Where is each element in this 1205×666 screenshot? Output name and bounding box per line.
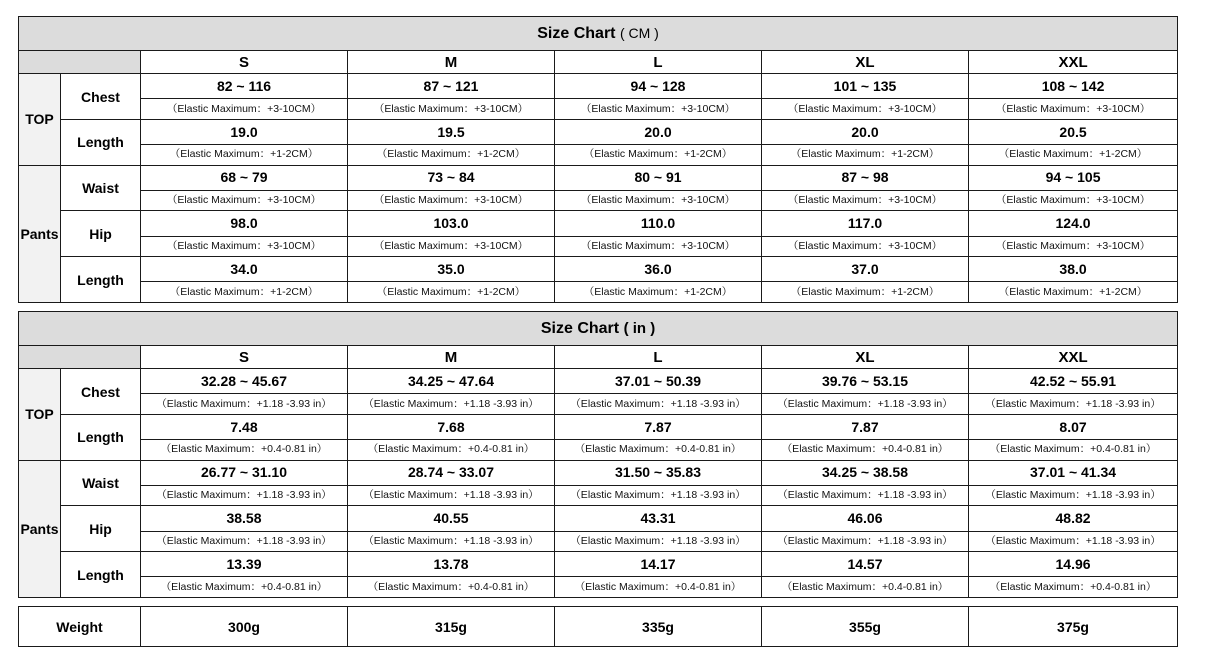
measurement-value: 87 ~ 121 xyxy=(348,74,555,99)
elastic-note: （Elastic Maximum：+1.18 -3.93 in） xyxy=(141,531,348,552)
elastic-note: （Elastic Maximum：+0.4-0.81 in） xyxy=(762,577,969,598)
elastic-note: （Elastic Maximum：+1-2CM） xyxy=(762,282,969,303)
measurement-value: 98.0 xyxy=(141,211,348,236)
group-label-top: TOP xyxy=(19,74,61,165)
measurement-label: Hip xyxy=(61,506,141,552)
measurement-value: 38.58 xyxy=(141,506,348,531)
measurement-value: 48.82 xyxy=(969,506,1178,531)
measurement-value: 20.5 xyxy=(969,119,1178,144)
measurement-value: 35.0 xyxy=(348,257,555,282)
size-chart-cm-table xyxy=(18,16,1178,303)
elastic-note: （Elastic Maximum：+3-10CM） xyxy=(969,236,1178,257)
measurement-value: 7.68 xyxy=(348,414,555,439)
measurement-value: 94 ~ 105 xyxy=(969,165,1178,190)
measurement-value: 80 ~ 91 xyxy=(555,165,762,190)
measurement-value: 124.0 xyxy=(969,211,1178,236)
size-header-xl: XL xyxy=(762,346,969,369)
elastic-note: （Elastic Maximum：+3-10CM） xyxy=(762,99,969,120)
weight-label: Weight xyxy=(19,607,141,647)
measurement-value: 117.0 xyxy=(762,211,969,236)
elastic-note: （Elastic Maximum：+1-2CM） xyxy=(141,145,348,166)
measurement-value: 37.01 ~ 41.34 xyxy=(969,460,1178,485)
measurement-value: 31.50 ~ 35.83 xyxy=(555,460,762,485)
measurement-value: 14.96 xyxy=(969,552,1178,577)
measurement-value: 46.06 xyxy=(762,506,969,531)
elastic-note: （Elastic Maximum：+0.4-0.81 in） xyxy=(348,577,555,598)
elastic-note: （Elastic Maximum：+3-10CM） xyxy=(348,190,555,211)
measurement-value: 7.87 xyxy=(555,414,762,439)
measurement-value: 73 ~ 84 xyxy=(348,165,555,190)
elastic-note: （Elastic Maximum：+1.18 -3.93 in） xyxy=(141,485,348,506)
measurement-label: Chest xyxy=(61,369,141,415)
group-label-pants: Pants xyxy=(19,165,61,302)
measurement-value: 42.52 ~ 55.91 xyxy=(969,369,1178,394)
chart-unit: ( in ) xyxy=(623,319,656,337)
elastic-note: （Elastic Maximum：+1.18 -3.93 in） xyxy=(348,394,555,415)
measurement-value: 7.48 xyxy=(141,414,348,439)
elastic-note: （Elastic Maximum：+3-10CM） xyxy=(555,236,762,257)
size-header-xxl: XXL xyxy=(969,51,1178,74)
measurement-value: 87 ~ 98 xyxy=(762,165,969,190)
elastic-note: （Elastic Maximum：+3-10CM） xyxy=(348,236,555,257)
measurement-value: 101 ~ 135 xyxy=(762,74,969,99)
elastic-note: （Elastic Maximum：+3-10CM） xyxy=(762,190,969,211)
measurement-value: 34.25 ~ 38.58 xyxy=(762,460,969,485)
measurement-label: Waist xyxy=(61,460,141,506)
weight-value: 300g xyxy=(141,607,348,647)
measurement-value: 36.0 xyxy=(555,257,762,282)
elastic-note: （Elastic Maximum：+1.18 -3.93 in） xyxy=(762,485,969,506)
elastic-note: （Elastic Maximum：+1.18 -3.93 in） xyxy=(555,394,762,415)
elastic-note: （Elastic Maximum：+3-10CM） xyxy=(969,190,1178,211)
measurement-value: 34.25 ~ 47.64 xyxy=(348,369,555,394)
chart-unit: ( CM ) xyxy=(619,24,659,41)
measurement-value: 28.74 ~ 33.07 xyxy=(348,460,555,485)
measurement-label: Length xyxy=(61,414,141,460)
measurement-value: 13.78 xyxy=(348,552,555,577)
measurement-value: 37.0 xyxy=(762,257,969,282)
elastic-note: （Elastic Maximum：+3-10CM） xyxy=(762,236,969,257)
elastic-note: （Elastic Maximum：+1.18 -3.93 in） xyxy=(348,531,555,552)
measurement-value: 26.77 ~ 31.10 xyxy=(141,460,348,485)
elastic-note: （Elastic Maximum：+0.4-0.81 in） xyxy=(555,577,762,598)
group-label-top: TOP xyxy=(19,369,61,460)
elastic-note: （Elastic Maximum：+3-10CM） xyxy=(141,190,348,211)
measurement-value: 110.0 xyxy=(555,211,762,236)
elastic-note: （Elastic Maximum：+1.18 -3.93 in） xyxy=(555,531,762,552)
elastic-note: （Elastic Maximum：+0.4-0.81 in） xyxy=(762,440,969,461)
measurement-value: 108 ~ 142 xyxy=(969,74,1178,99)
elastic-note: （Elastic Maximum：+1-2CM） xyxy=(762,145,969,166)
elastic-note: （Elastic Maximum：+1-2CM） xyxy=(969,282,1178,303)
size-header-m: M xyxy=(348,51,555,74)
group-label-pants: Pants xyxy=(19,460,61,597)
measurement-value: 19.0 xyxy=(141,119,348,144)
elastic-note: （Elastic Maximum：+1.18 -3.93 in） xyxy=(348,485,555,506)
size-header-xxl: XXL xyxy=(969,346,1178,369)
elastic-note: （Elastic Maximum：+0.4-0.81 in） xyxy=(555,440,762,461)
measurement-value: 43.31 xyxy=(555,506,762,531)
size-chart-in-table xyxy=(18,311,1178,598)
measurement-label: Waist xyxy=(61,165,141,211)
measurement-label: Length xyxy=(61,552,141,598)
measurement-value: 37.01 ~ 50.39 xyxy=(555,369,762,394)
measurement-value: 8.07 xyxy=(969,414,1178,439)
weight-table xyxy=(18,606,1178,647)
size-header-blank xyxy=(19,51,141,74)
size-header-xl: XL xyxy=(762,51,969,74)
elastic-note: （Elastic Maximum：+0.4-0.81 in） xyxy=(141,577,348,598)
measurement-value: 14.57 xyxy=(762,552,969,577)
size-header-s: S xyxy=(141,346,348,369)
elastic-note: （Elastic Maximum：+1-2CM） xyxy=(555,282,762,303)
measurement-value: 40.55 xyxy=(348,506,555,531)
elastic-note: （Elastic Maximum：+1.18 -3.93 in） xyxy=(762,394,969,415)
measurement-label: Chest xyxy=(61,74,141,120)
size-header-blank xyxy=(19,346,141,369)
elastic-note: （Elastic Maximum：+3-10CM） xyxy=(141,236,348,257)
weight-value: 355g xyxy=(762,607,969,647)
elastic-note: （Elastic Maximum：+1.18 -3.93 in） xyxy=(141,394,348,415)
measurement-label: Length xyxy=(61,257,141,303)
elastic-note: （Elastic Maximum：+1-2CM） xyxy=(141,282,348,303)
weight-value: 375g xyxy=(969,607,1178,647)
measurement-value: 38.0 xyxy=(969,257,1178,282)
elastic-note: （Elastic Maximum：+0.4-0.81 in） xyxy=(969,440,1178,461)
weight-value: 335g xyxy=(555,607,762,647)
measurement-value: 19.5 xyxy=(348,119,555,144)
elastic-note: （Elastic Maximum：+1-2CM） xyxy=(348,282,555,303)
measurement-value: 103.0 xyxy=(348,211,555,236)
elastic-note: （Elastic Maximum：+1.18 -3.93 in） xyxy=(762,531,969,552)
size-header-m: M xyxy=(348,346,555,369)
elastic-note: （Elastic Maximum：+0.4-0.81 in） xyxy=(141,440,348,461)
elastic-note: （Elastic Maximum：+1.18 -3.93 in） xyxy=(969,531,1178,552)
elastic-note: （Elastic Maximum：+1.18 -3.93 in） xyxy=(555,485,762,506)
chart-title-cell xyxy=(19,17,1178,51)
measurement-label: Length xyxy=(61,119,141,165)
measurement-value: 94 ~ 128 xyxy=(555,74,762,99)
measurement-value: 20.0 xyxy=(555,119,762,144)
elastic-note: （Elastic Maximum：+1-2CM） xyxy=(348,145,555,166)
size-header-s: S xyxy=(141,51,348,74)
elastic-note: （Elastic Maximum：+0.4-0.81 in） xyxy=(969,577,1178,598)
measurement-value: 39.76 ~ 53.15 xyxy=(762,369,969,394)
elastic-note: （Elastic Maximum：+3-10CM） xyxy=(555,190,762,211)
measurement-value: 68 ~ 79 xyxy=(141,165,348,190)
elastic-note: （Elastic Maximum：+3-10CM） xyxy=(555,99,762,120)
measurement-value: 7.87 xyxy=(762,414,969,439)
elastic-note: （Elastic Maximum：+0.4-0.81 in） xyxy=(348,440,555,461)
elastic-note: （Elastic Maximum：+3-10CM） xyxy=(969,99,1178,120)
size-header-l: L xyxy=(555,346,762,369)
elastic-note: （Elastic Maximum：+1-2CM） xyxy=(969,145,1178,166)
chart-title: Size Chart xyxy=(540,319,620,337)
elastic-note: （Elastic Maximum：+3-10CM） xyxy=(141,99,348,120)
chart-title: Size Chart xyxy=(537,24,616,42)
measurement-value: 32.28 ~ 45.67 xyxy=(141,369,348,394)
measurement-value: 34.0 xyxy=(141,257,348,282)
elastic-note: （Elastic Maximum：+1.18 -3.93 in） xyxy=(969,394,1178,415)
measurement-value: 14.17 xyxy=(555,552,762,577)
elastic-note: （Elastic Maximum：+1-2CM） xyxy=(555,145,762,166)
measurement-label: Hip xyxy=(61,211,141,257)
measurement-value: 82 ~ 116 xyxy=(141,74,348,99)
measurement-value: 20.0 xyxy=(762,119,969,144)
elastic-note: （Elastic Maximum：+3-10CM） xyxy=(348,99,555,120)
weight-value: 315g xyxy=(348,607,555,647)
chart-title-cell xyxy=(19,312,1178,346)
size-header-l: L xyxy=(555,51,762,74)
measurement-value: 13.39 xyxy=(141,552,348,577)
elastic-note: （Elastic Maximum：+1.18 -3.93 in） xyxy=(969,485,1178,506)
